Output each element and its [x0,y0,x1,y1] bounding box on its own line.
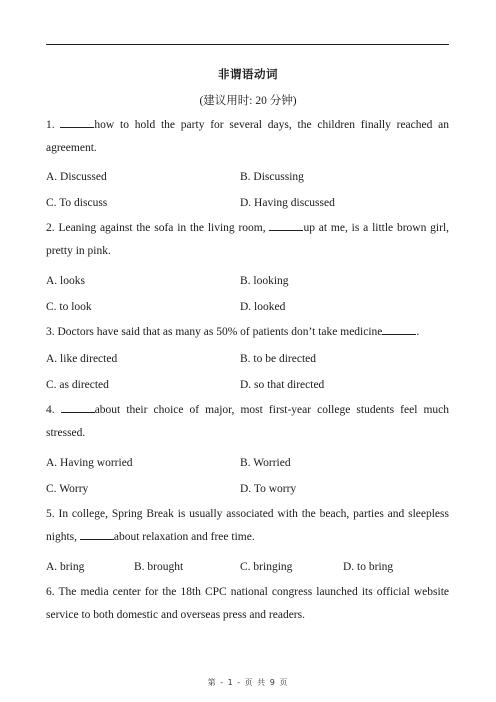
option-c: C. to look [46,301,92,313]
question-2 [46,217,449,263]
question-4 [46,399,449,445]
option-a: A. Discussed [46,171,107,183]
answer-blank [382,325,416,335]
option-c: C. Worry [46,483,89,495]
question-5 [46,503,449,549]
question-text-post: up at me, is a little brown girl, pretty in pink. [46,222,450,257]
answer-blank [60,118,94,128]
option-a: A. like directed [46,353,118,365]
question-1 [46,114,449,160]
question-number: 5. [46,508,55,520]
question-text-pre: Doctors have said that as many as 50% of patients don’t take medicine [57,326,383,338]
page-footer: 第 - 1 - 页 共 9 页 [207,678,289,687]
question-number: 3. [46,326,55,338]
question-number: 2. [46,222,55,234]
option-b: B. brought [134,561,184,573]
question-3 [46,321,449,344]
question-6 [46,581,449,627]
header-rule [46,44,449,45]
option-a: A. looks [46,275,85,287]
option-c: C. as directed [46,379,109,391]
answer-blank [61,403,95,413]
question-number: 1. [46,119,55,131]
option-d: D. Having discussed [240,197,335,209]
question-text: The media center for the 18th CPC national congress launched its official website service to both domestic and overseas press and readers. [46,586,449,621]
option-a: A. bring [46,561,85,573]
page-title: 非谓语动词 [218,67,278,81]
answer-blank [269,221,303,231]
option-b: B. Discussing [240,171,304,183]
question-text: how to hold the party for several days, the children finally reached an agreement. [46,119,450,154]
option-b: B. looking [240,275,289,287]
option-b: B. to be directed [240,353,317,365]
answer-blank [80,530,114,540]
question-text: about their choice of major, most first-year college students feel much stressed. [46,404,450,439]
option-c: C. bringing [240,561,293,573]
page-subtitle: (建议用时: 20 分钟) [199,95,297,107]
option-d: D. to bring [343,561,394,573]
question-number: 4. [46,404,55,416]
question-text-post: . [416,326,420,338]
question-text-pre: Leaning against the sofa in the living room, [58,222,266,234]
question-number: 6. [46,586,55,598]
question-text-pre: In college, Spring Break is usually associated with the beach, parties and sleepless nights, [46,508,449,543]
option-c: C. To discuss [46,197,108,209]
question-text-post: about relaxation and free time. [113,531,255,543]
option-d: D. looked [240,301,286,313]
option-d: D. To worry [240,483,297,495]
option-a: A. Having worried [46,457,133,469]
option-b: B. Worried [240,457,291,469]
option-d: D. so that directed [240,379,325,391]
